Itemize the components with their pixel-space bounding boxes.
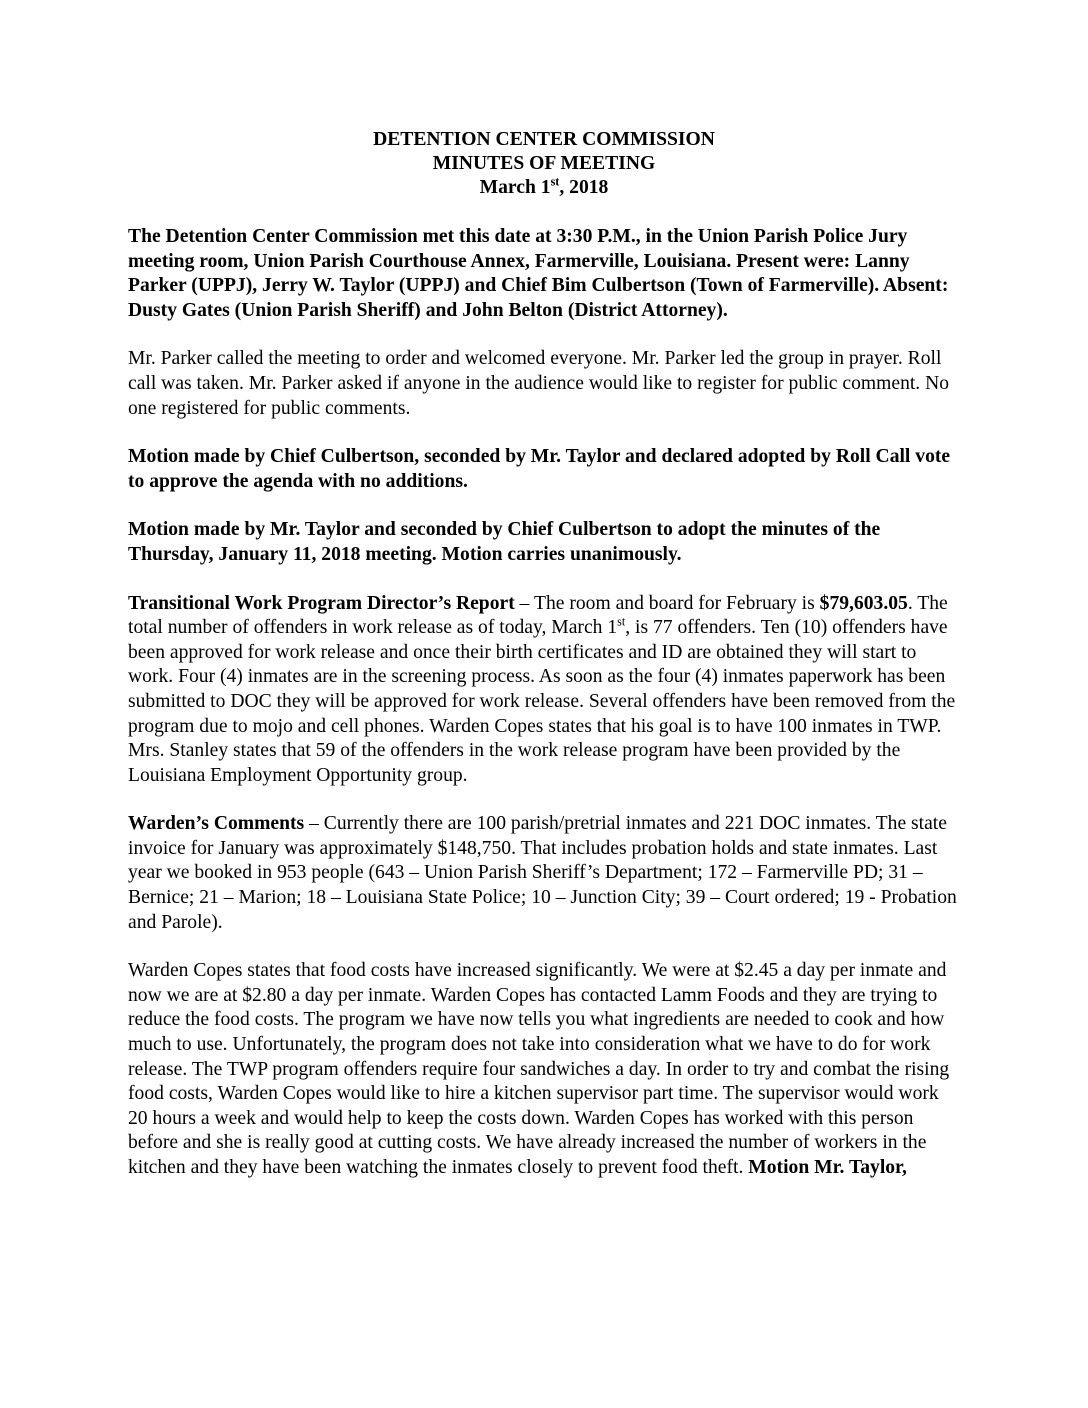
warden-comments-paragraph xyxy=(128,812,960,935)
meeting-year: , 2018 xyxy=(559,177,609,198)
date-ordinal-suffix: st xyxy=(550,174,560,189)
title-line-commission: DETENTION CENTER COMMISSION xyxy=(373,129,715,150)
motion-agenda-paragraph: Motion made by Chief Culbertson, seconded by Mr. Taylor and declared adopted by Roll Call vote to approve the agenda with no additions. xyxy=(128,446,951,492)
title-line-minutes: MINUTES OF MEETING xyxy=(432,153,656,174)
document-page xyxy=(128,128,960,1205)
room-board-amount: $79,603.05 xyxy=(819,592,908,614)
title-line-date xyxy=(128,176,960,200)
twp-report-paragraph xyxy=(128,592,960,789)
warden-comments-heading: Warden’s Comments xyxy=(128,813,305,835)
twp-report-text-2: , is 77 offenders. Ten (10) offenders have been approved for work release and once their birth certificates and ID are obtained they will start to work. Four (4) inmates are in the screening process. As soon as the four (4) inmates paperwork has been submitted to DOC they will be approved for work release. Several offenders have been removed from the program due to mojo and cell phones. Warden Copes states that his goal is to have 100 inmates in TWP. Mrs. Stanley states that 59 of the offenders in the work release program have been provided by the Louisiana Employment Opportunity group. xyxy=(128,617,956,786)
twp-report-text-1: . The total number of offenders in work release as of today, March 1 xyxy=(128,592,948,639)
motion-minutes-paragraph: Motion made by Mr. Taylor and seconded by Chief Culbertson to adopt the minutes of the Thursday, January 11, 2018 meeting. Motion carries unanimously. xyxy=(128,519,881,565)
food-costs-paragraph xyxy=(128,959,960,1180)
call-to-order-paragraph: Mr. Parker called the meeting to order and welcomed everyone. Mr. Parker led the group in prayer. Roll call was taken. Mr. Parker asked if anyone in the audience would like to register for public comment. No one registered for public comments. xyxy=(128,348,950,419)
food-costs-text: Warden Copes states that food costs have increased significantly. We were at $2.45 a day per inmate and now we are at $2.80 a day per inmate. Warden Copes has contacted Lamm Foods and they are trying to reduce the food costs. The program we have now tells you what ingredients are needed to cook and how much to use. Unfortunately, the program does not take into consideration what we have to do for work release. The TWP program offenders require four sandwiches a day. In order to try and combat the rising food costs, Warden Copes would like to hire a kitchen supervisor part time. The supervisor would work 20 hours a week and would help to keep the costs down. Warden Copes has worked with this person before and she is really good at cutting costs. We have already increased the number of workers in the kitchen and they have been watching the inmates closely to prevent food theft. xyxy=(128,960,950,1178)
meeting-date: March 1 xyxy=(479,177,551,198)
attendance-paragraph: The Detention Center Commission met this date at 3:30 P.M., in the Union Parish Police Jury meeting room, Union Parish Courthouse Annex, Farmerville, Louisiana. Present were: Lanny Parker (UPPJ), Jerry W. Taylor (UPPJ) and Chief Bim Culbertson (Town of Farmerville). Absent: Dusty Gates (Union Parish Sheriff) and John Belton (District Attorney). xyxy=(128,226,949,321)
warden-comments-text: – Currently there are 100 parish/pretrial inmates and 221 DOC inmates. The state invoice for January was approximately $148,750. That includes probation holds and state inmates. Last year we booked in 953 people (643 – Union Parish Sheriff’s Department; 172 – Farmerville PD; 31 – Bernice; 21 – Marion; 18 – Louisiana State Police; 10 – Junction City; 39 – Court ordered; 19 - Probation and Parole). xyxy=(128,813,957,933)
twp-report-heading: Transitional Work Program Director’s Report xyxy=(128,592,515,614)
food-motion-start: Motion Mr. Taylor, xyxy=(748,1157,907,1178)
twp-date-suffix: st xyxy=(617,614,626,629)
twp-report-dash: – The room and board for February is xyxy=(514,592,820,614)
document-title xyxy=(128,128,960,200)
